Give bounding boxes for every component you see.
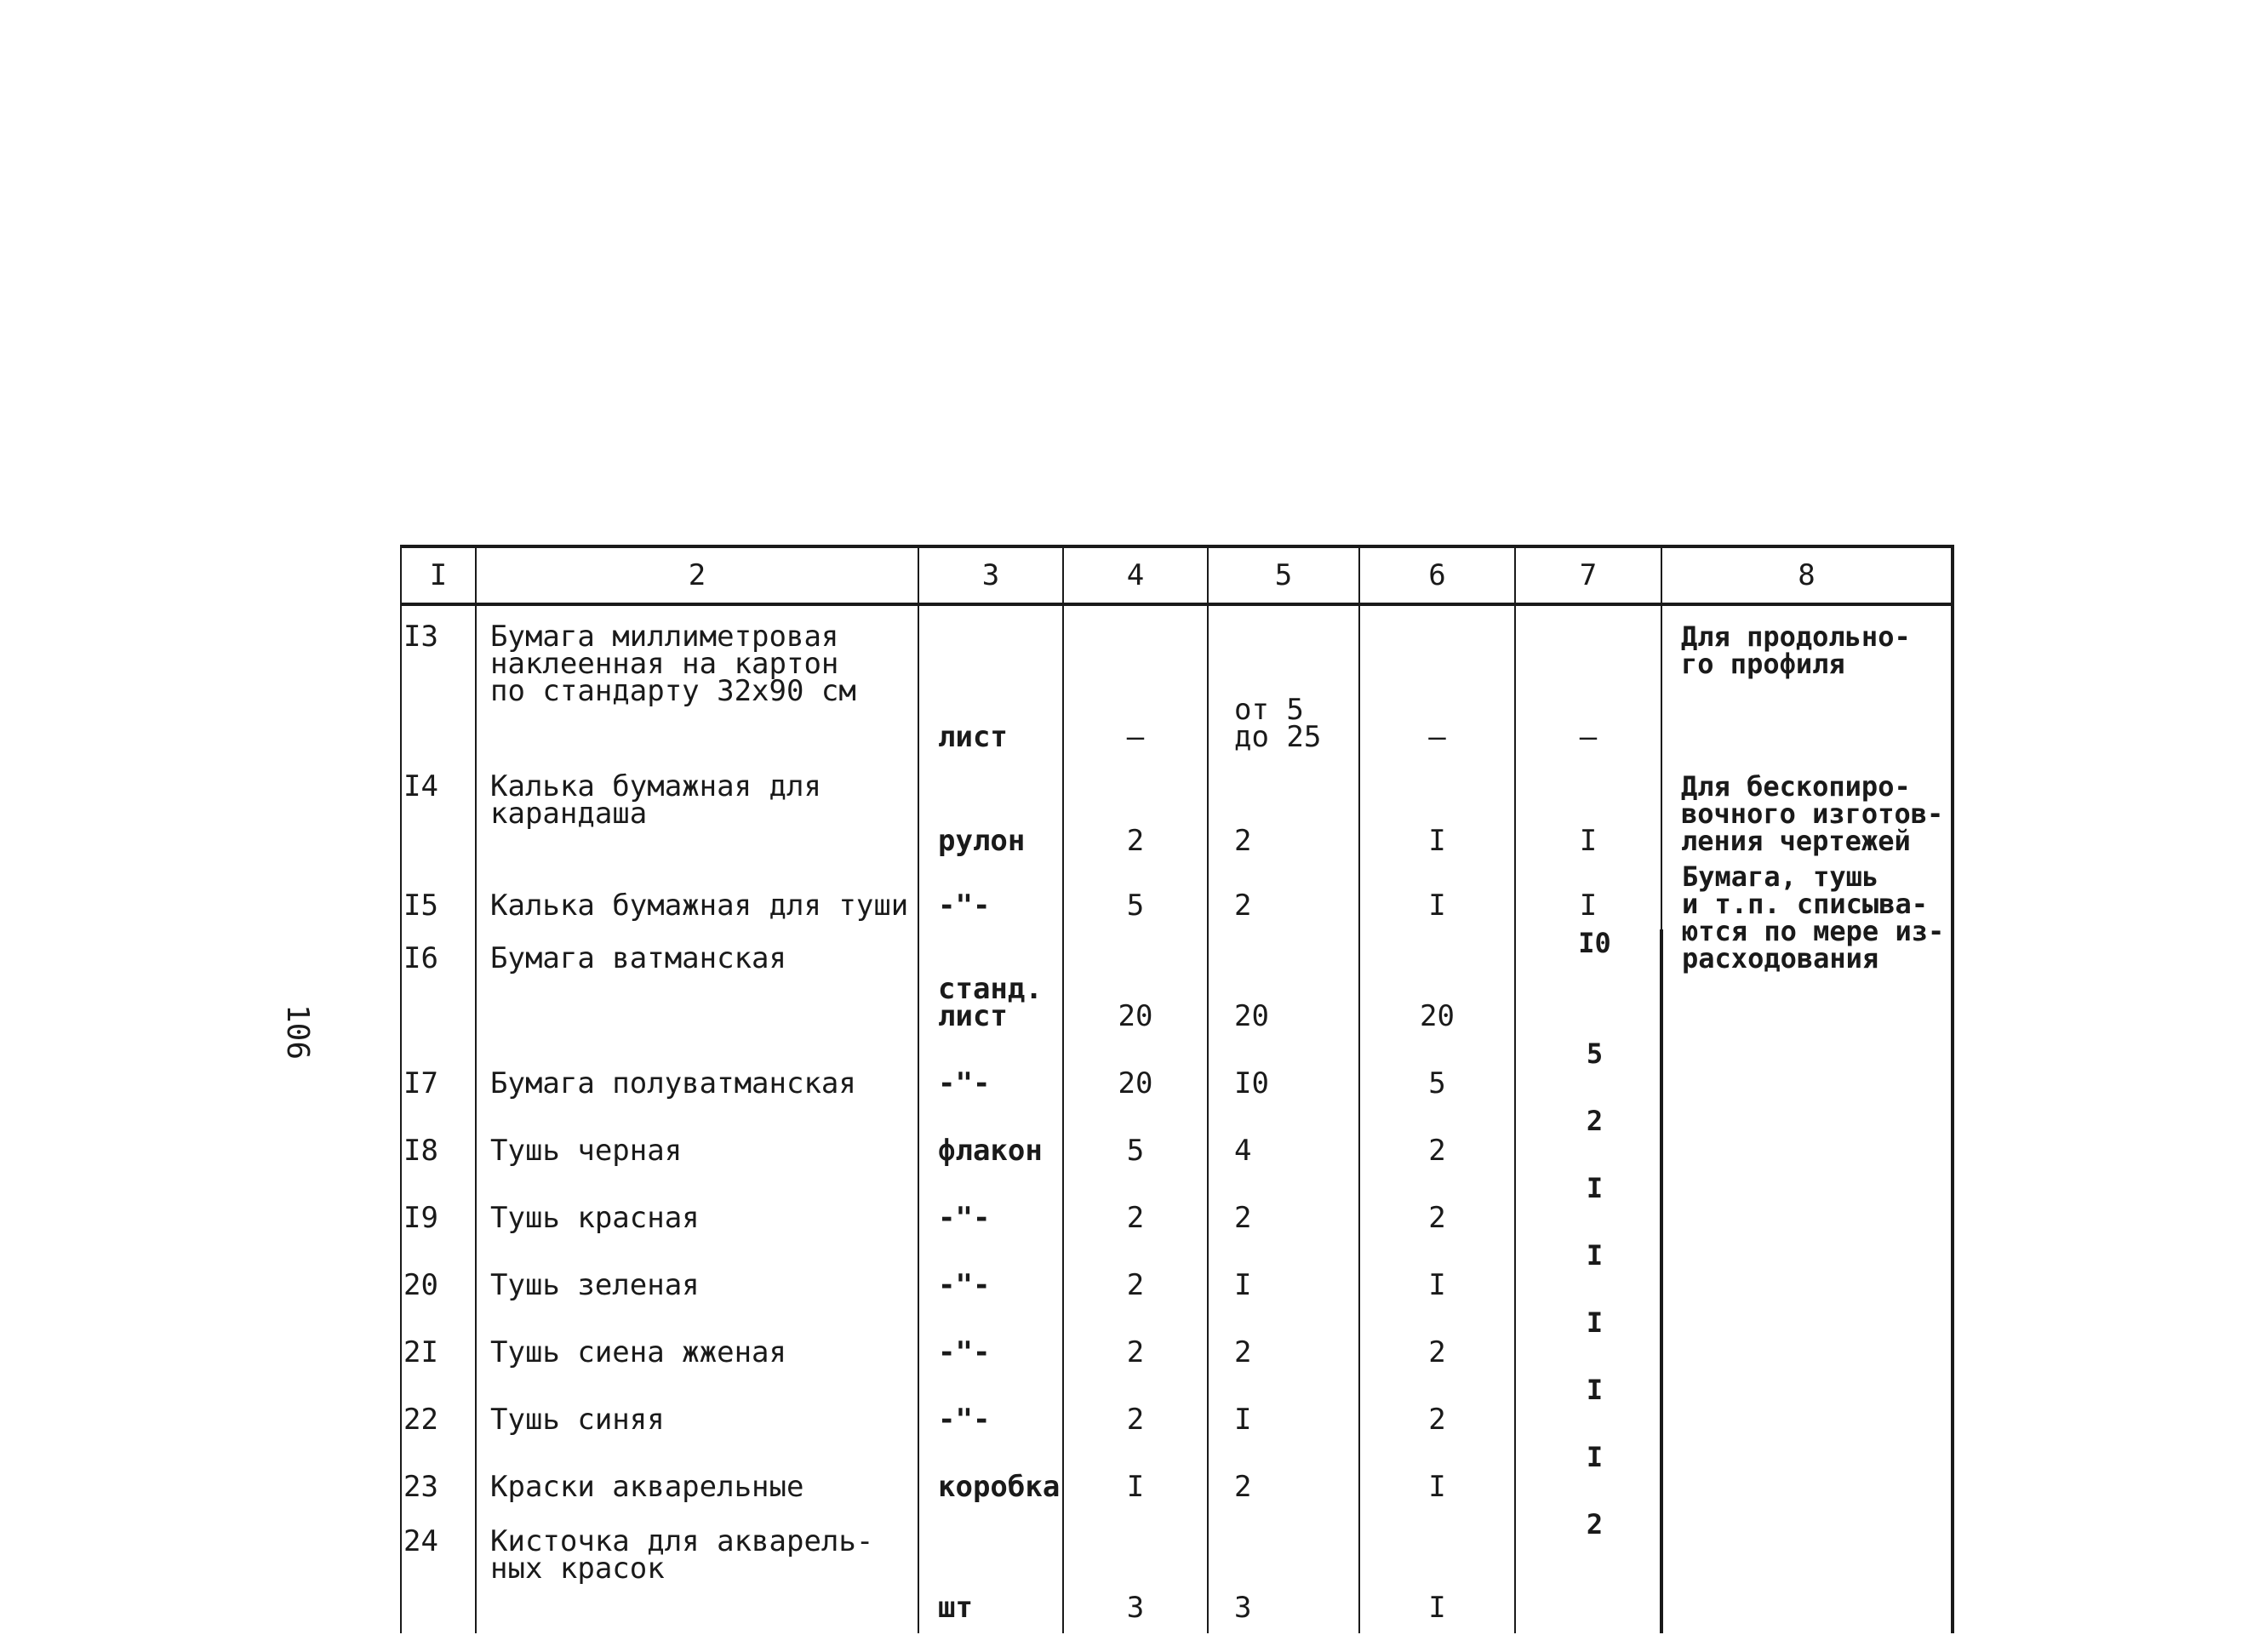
value-col-4: 20: [1063, 1040, 1208, 1107]
item-unit: -"-: [918, 1175, 1063, 1242]
value-col-7: I: [1515, 1443, 1661, 1511]
header-row: [401, 546, 1953, 604]
note: Для бескопиро- вочного изготов- ления чертежей: [1661, 759, 1953, 863]
item-unit: флакон: [918, 1107, 1063, 1175]
row-number: I6: [401, 929, 476, 1040]
value-col-5: 2: [1208, 863, 1359, 929]
header-col-6: 6: [1359, 546, 1515, 604]
item-unit: рулон: [918, 759, 1063, 863]
item-name: Тушь зеленая: [476, 1242, 918, 1309]
value-col-6: I: [1359, 1443, 1515, 1511]
row-number: I8: [401, 1107, 476, 1175]
row-number: 22: [401, 1376, 476, 1443]
value-col-4: I: [1063, 1443, 1208, 1511]
page-number: 106: [280, 1004, 315, 1060]
value-col-4: 2: [1063, 1175, 1208, 1242]
note: Бумага, тушь и т.п. списыва- ются по мере из- расходования: [1661, 863, 1953, 1633]
value-col-7: I: [1515, 759, 1661, 863]
value-col-7: I0: [1515, 929, 1661, 1040]
value-col-4: 2: [1063, 1376, 1208, 1443]
value-col-5: I0: [1208, 1040, 1359, 1107]
value-col-5: 3: [1208, 1511, 1359, 1633]
item-unit: -"-: [918, 1376, 1063, 1443]
value-col-5: от 5 до 25: [1208, 604, 1359, 759]
value-col-7: I: [1515, 1175, 1661, 1242]
item-unit: -"-: [918, 1242, 1063, 1309]
item-unit: лист: [918, 604, 1063, 759]
table-row: [401, 604, 1953, 759]
row-number: 20: [401, 1242, 476, 1309]
value-col-6: 2: [1359, 1175, 1515, 1242]
row-number: 2I: [401, 1309, 476, 1376]
value-col-5: 2: [1208, 1175, 1359, 1242]
item-name: Краски акварельные: [476, 1443, 918, 1511]
value-col-6: 2: [1359, 1376, 1515, 1443]
item-unit: -"-: [918, 1309, 1063, 1376]
value-col-4: 2: [1063, 1242, 1208, 1309]
value-col-4: 2: [1063, 759, 1208, 863]
value-col-7: 2: [1515, 1107, 1661, 1175]
item-unit: -"-: [918, 863, 1063, 929]
item-unit: коробка: [918, 1443, 1063, 1511]
item-name: Бумага полуватманская: [476, 1040, 918, 1107]
value-col-6: 2: [1359, 1309, 1515, 1376]
value-col-5: 2: [1208, 1443, 1359, 1511]
row-number: 23: [401, 1443, 476, 1511]
item-name: Калька бумажная для туши: [476, 863, 918, 929]
value-col-6: I: [1359, 1511, 1515, 1633]
value-col-6: –: [1359, 604, 1515, 759]
item-name: Кисточка для акварель- ных красок: [476, 1511, 918, 1633]
value-col-4: 3: [1063, 1511, 1208, 1633]
value-col-7: I: [1515, 863, 1661, 929]
value-col-4: –: [1063, 604, 1208, 759]
table-row: [401, 863, 1953, 929]
note: Для продольно- го профиля: [1661, 604, 1953, 759]
value-col-5: I: [1208, 1242, 1359, 1309]
item-unit: шт: [918, 1511, 1063, 1633]
value-col-5: 4: [1208, 1107, 1359, 1175]
value-col-6: I: [1359, 863, 1515, 929]
header-col-5: 5: [1208, 546, 1359, 604]
item-name: Тушь красная: [476, 1175, 918, 1242]
row-number: I3: [401, 604, 476, 759]
value-col-5: 2: [1208, 759, 1359, 863]
value-col-7: I: [1515, 1309, 1661, 1376]
row-number: I5: [401, 863, 476, 929]
value-col-6: 5: [1359, 1040, 1515, 1107]
value-col-4: 2: [1063, 1309, 1208, 1376]
header-col-2: 2: [476, 546, 918, 604]
row-number: I7: [401, 1040, 476, 1107]
value-col-5: 20: [1208, 929, 1359, 1040]
header-col-8: 8: [1661, 546, 1953, 604]
row-number: I9: [401, 1175, 476, 1242]
item-name: Бумага ватманская: [476, 929, 918, 1040]
item-name: Тушь черная: [476, 1107, 918, 1175]
header-col-4: 4: [1063, 546, 1208, 604]
item-name: Бумага миллиметровая наклеенная на картон по стандарту 32х90 см: [476, 604, 918, 759]
value-col-7: I: [1515, 1376, 1661, 1443]
item-name: Тушь синяя: [476, 1376, 918, 1443]
value-col-6: 2: [1359, 1107, 1515, 1175]
header-col-1: I: [401, 546, 476, 604]
value-col-7: 5: [1515, 1040, 1661, 1107]
value-col-7: –: [1515, 604, 1661, 759]
value-col-4: 5: [1063, 1107, 1208, 1175]
item-name: Тушь сиена жженая: [476, 1309, 918, 1376]
value-col-4: 5: [1063, 863, 1208, 929]
value-col-6: 20: [1359, 929, 1515, 1040]
value-col-7: 2: [1515, 1511, 1661, 1633]
header-col-7: 7: [1515, 546, 1661, 604]
item-name: Калька бумажная для карандаша: [476, 759, 918, 863]
item-unit: станд. лист: [918, 929, 1063, 1040]
item-unit: -"-: [918, 1040, 1063, 1107]
value-col-6: I: [1359, 759, 1515, 863]
row-number: I4: [401, 759, 476, 863]
value-col-4: 20: [1063, 929, 1208, 1040]
value-col-5: I: [1208, 1376, 1359, 1443]
materials-table: [400, 545, 1954, 1633]
value-col-6: I: [1359, 1242, 1515, 1309]
row-number: 24: [401, 1511, 476, 1633]
value-col-5: 2: [1208, 1309, 1359, 1376]
table-row: [401, 759, 1953, 863]
value-col-7: I: [1515, 1242, 1661, 1309]
header-col-3: 3: [918, 546, 1063, 604]
